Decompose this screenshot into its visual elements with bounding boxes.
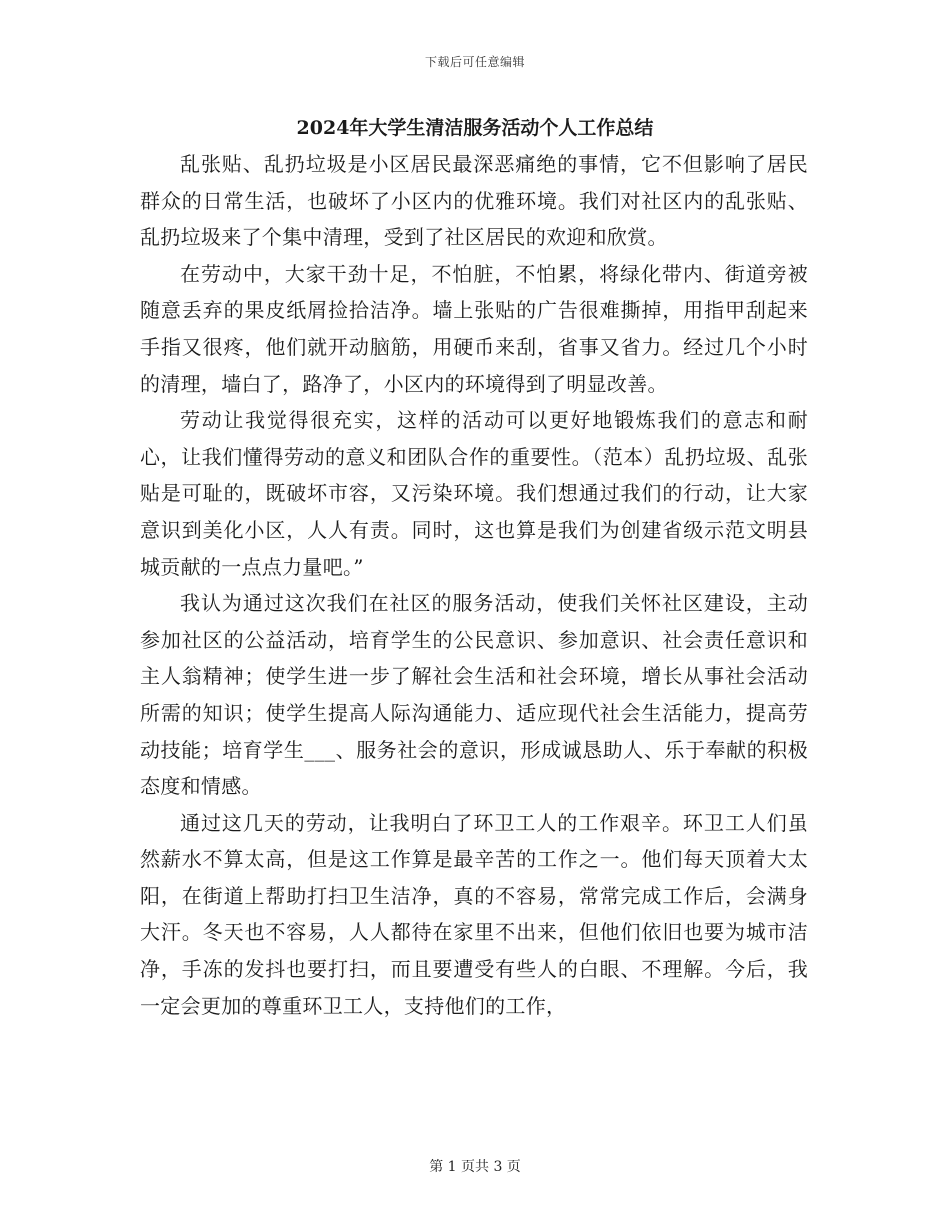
paragraph-4: 我认为通过这次我们在社区的服务活动，使我们关怀社区建设，主动参加社区的公益活动，培育学生的公民意识、参加意识、社会责任意识和主人翁精神；使学生进一步了解社会生活和社会环境，增长从事社会活动所需的知识；使学生提高人际沟通能力、适应现代社会生活能力，提高劳动技能；培育学生___、服务社会的意识，形成诚恳助人、乐于奉献的积极态度和情感。: [140, 591, 808, 799]
paragraph-5: 通过这几天的劳动，让我明白了环卫工人的工作艰辛。环卫工人们虽然薪水不算太高，但是这工作算是最辛苦的工作之一。他们每天顶着大太阳，在街道上帮助打扫卫生洁净，真的不容易，常常完成工作后，会满身大汗。冬天也不容易，人人都待在家里不出来，但他们依旧也要为城市洁净，手冻的发抖也要打扫，而且要遭受有些人的白眼、不理解。今后，我一定会更加的尊重环卫工人，支持他们的工作，: [140, 810, 808, 1018]
document-body: [140, 146, 808, 1024]
paragraph-2: 在劳动中，大家干劲十足，不怕脏，不怕累，将绿化带内、街道旁被随意丢弃的果皮纸屑捡拾洁净。墙上张贴的广告很难撕掉，用指甲刮起来手指又很疼，他们就开动脑筋，用硬币来刮，省事又省力。经过几个小时的清理，墙白了，路净了，小区内的环境得到了明显改善。: [140, 261, 808, 396]
header-note: 下载后可任意编辑: [424, 55, 525, 69]
paragraph-1: 乱张贴、乱扔垃圾是小区居民最深恶痛绝的事情，它不但影响了居民群众的日常生活，也破坏了小区内的优雅环境。我们对社区内的乱张贴、乱扔垃圾来了个集中清理，受到了社区居民的欢迎和欣赏。: [140, 152, 808, 250]
document-title: 2024年大学生清洁服务活动个人工作总结: [296, 117, 654, 139]
paragraph-3: 劳动让我觉得很充实，这样的活动可以更好地锻炼我们的意志和耐心，让我们懂得劳动的意义和团队合作的重要性。（范本）乱扔垃圾、乱张贴是可耻的，既破坏市容，又污染环境。我们想通过我们的行动，让大家意识到美化小区，人人有责。同时，这也算是我们为创建省级示范文明县城贡献的一点点力量吧。”: [140, 408, 808, 579]
page-number-footer: 第 1 页共 3 页: [429, 1159, 521, 1175]
